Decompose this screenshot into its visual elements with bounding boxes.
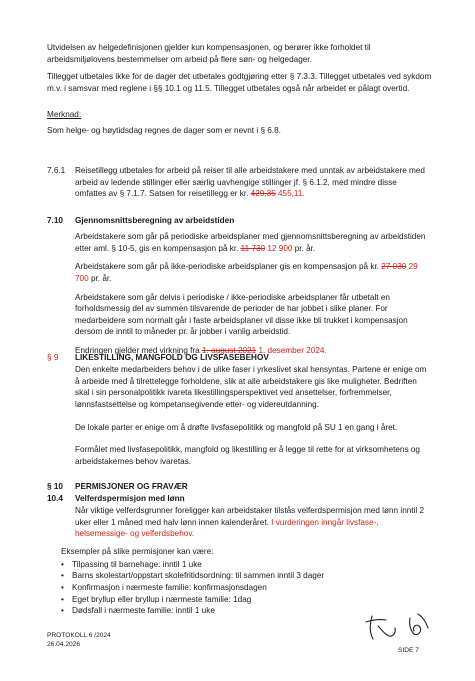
list-item: • Konfirmasjon i nærmeste familie: konfirmasjonsdagen [61, 582, 431, 594]
subsection-title: Velferdspermisjon med lønn [75, 494, 185, 503]
document-label: PROTOKOLL 6 /2024 [47, 632, 111, 639]
list-item: • Barns skolestart/oppstart skolefritidsordning: til sammen inntil 3 dager [61, 570, 431, 582]
paragraph [75, 505, 430, 540]
merknad-text: Som helge- og høytidsdag regnes de dager som er nevnt i § 6.8. [47, 126, 281, 136]
paragraph [75, 261, 430, 284]
paragraph: Den enkelte medarbeiders behov i de ulike faser i yrkeslivet skal hensyntas. Partene er enige om å arbeide med å tilrettelegge forholdene, slik at alle arbeidstakere gis like muligheter. Bedriften skal i sin personalpolitikk ivareta likestillingsperspektivet ved ansettelser, forfremmelser, lønnsfastsettelse og kompetansegivende etter- og videreutdanning. [75, 365, 427, 409]
new-amount: 29 700 [75, 262, 418, 283]
section-10-4-body [75, 505, 430, 540]
section-title: PERMISJONER OG FRAVÆR [75, 482, 188, 491]
section-number: § 10 [47, 482, 63, 491]
section-text [75, 165, 430, 200]
paragraph: Arbeidstakere som går delvis i periodiske / ikke-periodiske arbeidsplaner får utbetalt en forholdsmessig del av summen tilsvarende de perioder de har jobbet i slike planer. For medarbeidere som normalt går i faste arbeidsplaner vil disse ikke bli trukket i kompensasjon dersom de inntil to måneder pr. år jobber i vanlig arbeidstid. [75, 292, 408, 337]
list-item: • Dødsfall i nærmeste familie: inntil 1 uke [61, 605, 431, 617]
paragraph: De lokale parter er enige om å drøfte livsfasepolitikk og mangfold på SU 1 en gang i året. [75, 422, 398, 432]
added-text: I vurderingen inngår livsfase-, helsemessige- og velferdsbehov. [75, 517, 379, 539]
intro-paragraph: Tillegget utbetales ikke for de dager det utbetales godtgjøring etter § 7.3.3. Tillegget utbetales ved sykdom m.v. i samsvar med reglene i §§ 10.1 og 11.5. Tillegget utbetales også når arbeidet er pålagt overtid. [47, 72, 432, 93]
old-rate: 429,35 [250, 189, 276, 199]
intro-paragraph: Utvidelsen av helgedefinisjonen gjelder kun kompensasjonen, og berører ikke forholdet til arbeidsmiljølovens bestemmelser om arbeid på flere søn- og helgedager. [47, 43, 371, 64]
paragraph [75, 231, 430, 254]
section-title: LIKESTILLING, MANGFOLD OG LIVSFASEBEHOV [75, 353, 269, 362]
list-item: • Tilpassing til barnehage: inntil 1 uke [61, 559, 431, 571]
merknad-label: Merknad: [47, 109, 82, 119]
travel-allowance-text: Reisetillegg utbetales for arbeid på reiser til alle arbeidstakere med unntak av arbeidstakere med arbeid av ledende stillinger eller særlig uavhengige stillinger jf. § 6.1.2, med mindre disse omfattes av § 7.1.7. Satsen for reisetillegg er kr. [75, 166, 425, 199]
section-title: Gjennomsnittsberegning av arbeidstiden [75, 216, 235, 225]
list-item: • Eget bryllup eller bryllup i nærmeste familie: 1dag [61, 594, 431, 606]
document-date: 26.04.2026 [47, 640, 81, 648]
signature-initials [360, 608, 440, 644]
examples-label: Eksempler på slike permisjoner kan være: [61, 547, 214, 556]
intro-block [47, 42, 435, 137]
examples-block [61, 546, 431, 617]
new-date: 1. desember 2024 [258, 346, 325, 356]
section-7-10-body [75, 231, 430, 357]
paragraph-text: pr. år. [294, 243, 316, 253]
old-amount: 11 730 [240, 243, 266, 253]
punctuation: . [302, 189, 305, 199]
footer-left [47, 632, 111, 649]
paragraph-text: Arbeidstakere som går på periodiske arbeidsplaner med gjennomsnittsberegning av arbeidstiden etter aml. § 10-5, gis en kompensasjon på kr. [75, 232, 426, 253]
new-rate: 455,11 [278, 189, 303, 199]
punctuation: . [324, 346, 327, 356]
old-date: 1. august 2021 [201, 346, 257, 356]
old-amount: 27 030 [381, 262, 407, 272]
new-amount: 12 900 [267, 243, 293, 253]
section-number: 7.10 [47, 216, 63, 225]
section-number: 7.6.1 [47, 166, 66, 175]
section-9-body [75, 364, 430, 467]
paragraph: Formålet med livsfasepolitikk, mangfold og likestilling er å legge til rette for at virksomhetens og arbeidstakernes behov ivaretas. [75, 445, 420, 466]
page-number: SIDE 7 [398, 647, 419, 654]
section-number: § 9 [47, 353, 59, 362]
paragraph-text: Endringen gjelder med virkning fra [75, 346, 200, 356]
paragraph-text: Når viktige velferdsgrunner foreligger kan arbeidstaker tilstås velferdspermisjon med lønn inntil 2 uker eller 1 måned med halv lønn innen kalenderåret. [75, 506, 425, 527]
subsection-number: 10.4 [47, 494, 63, 503]
paragraph-text: pr. år. [90, 273, 112, 283]
paragraph-text: Arbeidstakere som går på ikke-periodiske arbeidsplaner gis en kompensasjon på kr. [75, 262, 380, 272]
